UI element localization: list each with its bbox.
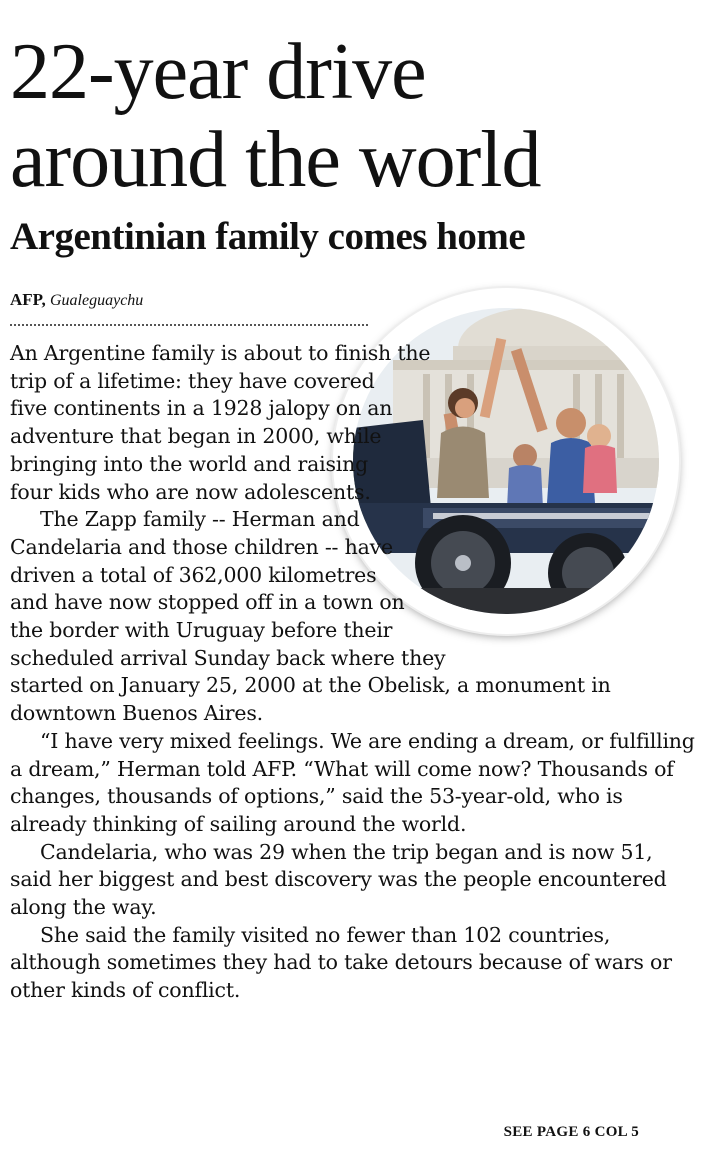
- headline: [10, 28, 700, 204]
- continued-jump-line: SEE PAGE 6 COL 5: [503, 1124, 639, 1140]
- paragraph-4: Candelaria, who was 29 when the trip began and is now 51, said her biggest and best discovery was the people encountered along the way.: [10, 839, 667, 920]
- photo-text-wrap-space: [348, 340, 700, 672]
- subheadline: Argentinian family comes home: [10, 215, 526, 258]
- dateline: [10, 288, 143, 313]
- article-body: [10, 340, 700, 1005]
- paragraph-3: “I have very mixed feelings. We are ending a dream, or fulfilling a dream,” Herman told AFP. “What will come now? Thousands of changes, thousands of options,” said the 53-year-old, who is already thinking of sailing around the world.: [10, 728, 695, 836]
- dateline-location: Gualeguaychu: [50, 292, 144, 309]
- paragraph-2: The Zapp family -- Herman and Candelaria and those children -- have driven a total of 362,000 kilometres and have now stopped off in a town on the border with Uruguay before their scheduled arrival Sunday back where they started on January 25, 2000 at the Obelisk, a monument in downtown Buenos Aires.: [10, 507, 611, 726]
- news-agency: AFP,: [10, 290, 46, 309]
- paragraph-5: She said the family visited no fewer than 102 countries, although sometimes they had to take detours because of wars or other kinds of conflict.: [10, 922, 672, 1003]
- paragraph-1: An Argentine family is about to finish the trip of a lifetime: they have covered five continents in a 1928 jalopy on an adventure that began in 2000, while bringing into the world and raising four kids who are now adolescents.: [10, 341, 431, 504]
- headline-line-2: around the world: [10, 116, 541, 204]
- dotted-divider: [10, 324, 368, 326]
- headline-line-1: 22-year drive: [10, 28, 426, 116]
